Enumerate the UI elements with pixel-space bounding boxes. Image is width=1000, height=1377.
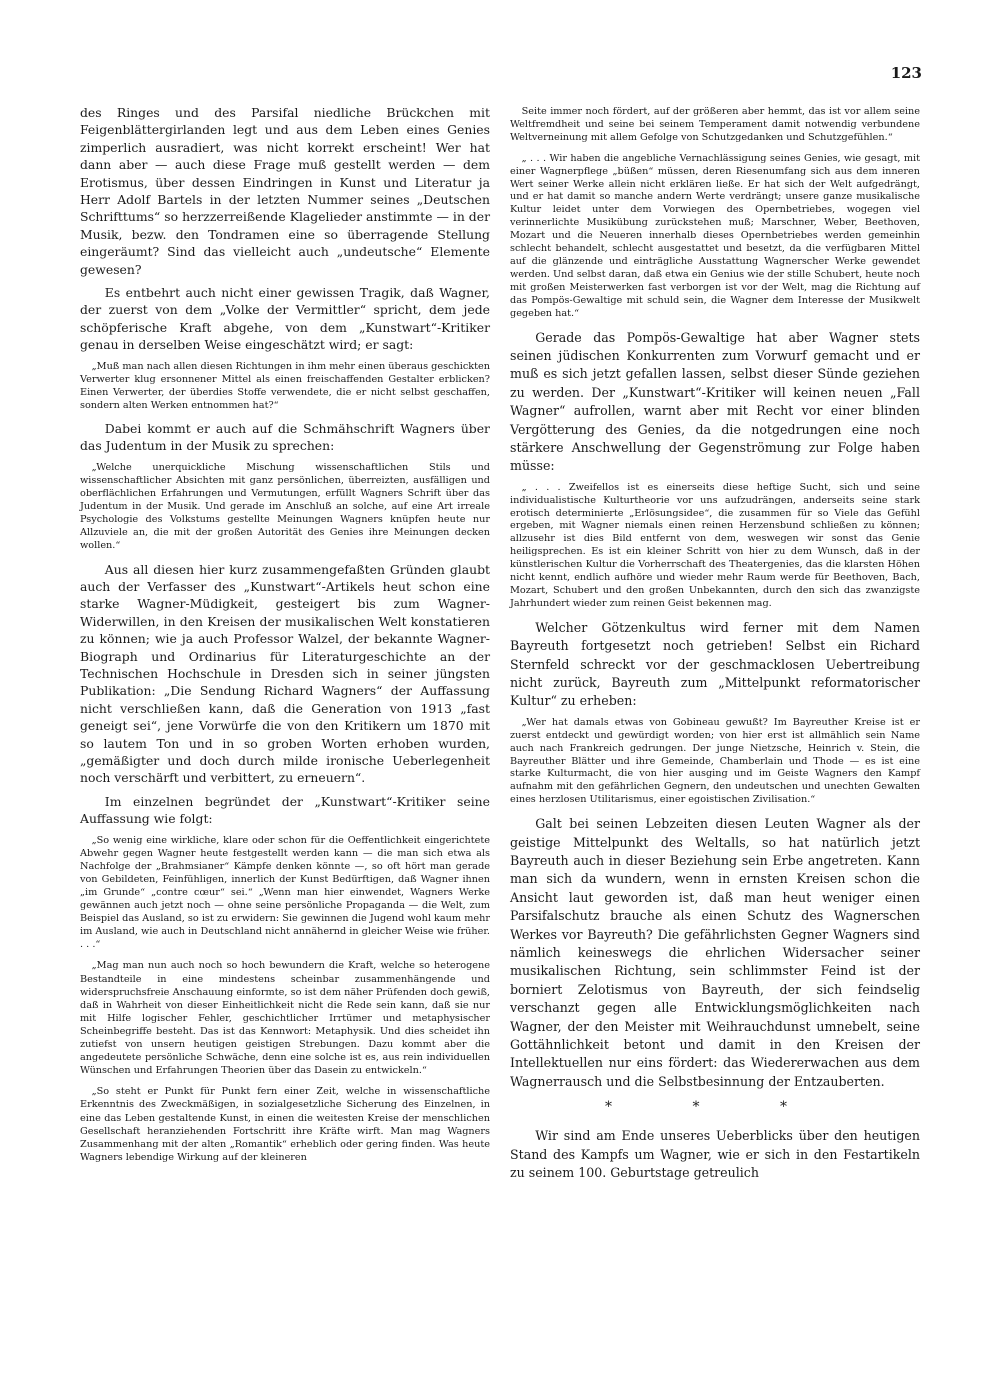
page-number: 123 [890,64,922,82]
block-quote: „ . . . Zweifellos ist es einerseits diese heftige Sucht, sich und seine individualistische Kulturtheorie vor uns aufzudrängen, anderseits seine stark erotisch determinierte „Erlösungsidee“, die zusammen für so Viele das Gefühl ergeben, mit Wagner niemals einen reinen Herzensbund schließen zu können; allzusehr ist dies Bild entfernt von dem, weswegen wir sonst das Genie heiligsprechen. Es ist ein kleiner Schritt von hier zu dem Wunsch, daß in der künstlerischen Kultur die Vorherrschaft des Theatergenies, das die klarsten Höhen nicht kennt, endlich aufhöre und wieder mehr Raum werde für Beethoven, Bach, Mozart, Schubert und den großen Unbekannten, durch den sich das zwanzigste Jahrhundert wieder zum reinen Geist bekennen mag. [510,481,920,609]
block-quote: „So wenig eine wirkliche, klare oder schon für die Oeffentlichkeit eingerichtete Abwehr gegen Wagner heute festgestellt werden kann — die man sich etwa als Nachfolge der „Brahmsianer“ Kämpfe denken könnte —, so oft hört man gerade von Gebildeten, Feinfühligen, innerlich der Kunst Bedürftigen, daß Wagner ihnen „im Grunde“ „contre cœur“ sei.“ „Wenn man hier einwendet, Wagners Werke gewännen auch jetzt noch — ohne seine persönliche Propaganda — die Welt, zum Beispiel das Ausland, so ist zu erwidern: Sie gewinnen die Jugend wohl kaum mehr im Ausland, wie auch in Deutschland nicht annähernd in gleicher Weise wie früher. . . .“ [80,834,490,951]
body-paragraph: Aus all diesen hier kurz zusammengefaßten Gründen glaubt auch der Verfasser des „Kunstwart“-Artikels heut schon eine starke Wagner-Müdigkeit, gesteigert bis zum Wagner-Widerwillen, in den Kreisen der musikalischen Welt konstatieren zu können; wie ja auch Professor Walzel, der bekannte Wagner-Biograph und Ordinarius für Literaturgeschichte an der Technischen Hochschule in Dresden sich in seiner jüngsten Publikation: „Die Sendung Richard Wagners“ der Auffassung nicht verschließen kann, daß die Generation von 1913 „fast geneigt sei“, jene Vorwürfe die von den Kritikern um 1870 mit so lautem Ton und in so groben Worten erhoben wurden, „gemäßigter und doch durch milde ironische Ueberlegenheit noch verschärft und verbittert, zu erneuern“. [80,561,490,786]
block-quote: „Welche unerquickliche Mischung wissenschaftlichen Stils und wissenschaftlicher Absichten mit ganz persönlichen, überreizten, ausfälligen und oberflächlichen Erfahrungen und Vermutungen, erfüllt Wagners Schrift über das Judentum in der Musik. Und gerade im Anschluß an solche, auf eine Art irreale Psychologie des Volkstums gestellte Meinungen Wagners knüpfen heute nur Allzuviele an, die mit der großen Autorität des Genies ihre Meinungen decken wollen.“ [80,461,490,552]
block-quote: „ . . . Wir haben die angebliche Vernachlässigung seines Genies, wie gesagt, mit einer Wagnerpflege „büßen“ müssen, deren Riesenumfang sich aus dem inneren Wert seiner Werke allein nicht erklären ließe. Er hat sich der Welt aufgedrängt, und er hat damit so manche andern Werte verdrängt; unsere ganze musikalische Kultur leidet unter dem Vorwiegen des Opernbetriebes, wogegen viel verinnerlichte Musikübung zurückstehen muß; Marschner, Weber, Beethoven, Mozart und die Neueren innerhalb dieses Opernbetriebes werden gemeinhin schlecht behandelt, schlecht ausgestattet und besetzt, da die verfügbaren Mittel auf die glänzende und einträgliche Ausstattung Wagnerscher Werke gewendet werden. Und selbst daran, daß etwa ein Genius wie der stille Schubert, heute noch mit großen Meisterwerken fast verborgen ist vor der Welt, mag die Richtung auf das Pompös-Gewaltige mit schuld sein, die Wagner dem Interesse der Musikwelt gegeben hat.“ [510,152,920,319]
block-quote: Seite immer noch fördert, auf der größeren aber hemmt, das ist vor allem seine Weltfremdheit und seine bei seinem Temperament damit notwendig verbundene Weltverneinung mit allem Gefolge von Schutzgedanken und Schutzgefühlen.“ [510,106,920,143]
body-paragraph: Im einzelnen begründet der „Kunstwart“-Kritiker seine Auffassung wie folgt: [80,793,490,827]
body-paragraph: Gerade das Pompös-Gewaltige hat aber Wagner stets seinen jüdischen Konkurrenten zum Vorwurf gemacht und er muß es sich jetzt gefallen lassen, selbst dieser Sünde geziehen zu werden. Der „Kunstwart“-Kritiker will keinen neuen „Fall Wagner“ aufrollen, warnt aber mit Recht vor einer blinden Vergötterung des Genies, da die notgedrungen eine noch stärkere Anschwellung der Gegenströmung zur Folge haben müsse: [510,329,920,474]
block-quote: „Mag man nun auch noch so hoch bewundern die Kraft, welche so heterogene Bestandteile in eine mindestens scheinbar zusammenhängende und widerspruchsfreie Anschauung einformte, so ist dem näher Prüfenden doch gewiß, daß in Wahrheit von dieser Einheitlichkeit nicht die Rede sein kann, daß sie nur mit Hilfe logischer Fehler, geschichtlicher Irrtümer und metaphysischer Scheinbegriffe besteht. Das ist das Kennwort: Metaphysik. Und dies scheidet ihn zutiefst von unsern heutigen geistigen Strebungen. Dazu kommt aber die angedeutete persönliche Schwäche, denn eine solche ist es, aus rein individuellen Wünschen und Erfahrungen Theorien über das Dasein zu entwickeln.“ [80,960,490,1077]
block-quote: „Wer hat damals etwas von Gobineau gewußt? Im Bayreuther Kreise ist er zuerst entdeckt und gewürdigt worden; von hier erst ist allmählich sein Name auch nach Frankreich gedrungen. Der junge Nietzsche, Heinrich v. Stein, die Bayreuther Blätter und ihre Gemeinde, Chamberlain und Thode — es ist eine starke Kulturmacht, die von hier ausging und im Geiste Wagners den Kampf aufnahm mit den gefährlichen Gegnern, den undeutschen und unechten Gewalten eines herzlosen Utilitarismus, einer egoistischen Zivilisation.“ [510,716,920,806]
left-column [80,104,490,1172]
body-paragraph: des Ringes und des Parsifal niedliche Brückchen mit Feigenblättergirlanden legt und aus dem Leben eines Genies zimperlich ausradiert, was nicht korrekt erscheint! Wer hat dann aber — auch diese Frage muß gestellt werden — dem Erotismus, über dessen Eindringen in Kunst und Literatur ja Herr Adolf Bartels in der letzten Nummer seines „Deutschen Schrifttums“ so herzzerreißende Klagelieder anstimmte — in der Musik, bezw. den Tondramen eine so überragende Stellung eingeräumt? Sind das vielleicht auch „undeutsche“ Elemente gewesen? [80,105,490,277]
section-divider: * * * [605,1099,825,1116]
body-paragraph: Galt bei seinen Lebzeiten diesen Leuten Wagner als der geistige Mittelpunkt des Weltalls, so hat natürlich jetzt Bayreuth auch in dieser Beziehung sein Erbe angetreten. Kann man sich da wundern, wenn in ernsten Kreisen schon die Ansicht laut geworden ist, daß man heut weniger einen Parsifalschutz brauche als einen Schutz des Wagnerschen Werkes vor Bayreuth? Die gefährlichsten Gegner Wagners sind nämlich keineswegs die ehrlichen Widersacher seiner musikalischen Richtung, sein schlimmster Feind ist der borniert Zelotismus von Bayreuth, der sich feindselig verschanzt gegen alle Entwicklungsmöglichkeiten nach Wagner, der den Meister mit Weihrauchdunst umnebelt, seine Gottähnlichkeit betont und damit in den Kreisen der Intellektuellen nur eins fördert: das Wiedererwachen aus dem Wagnerrausch und die Selbstbesinnung der Entzauberten. [510,816,920,1089]
block-quote: „So steht er Punkt für Punkt fern einer Zeit, welche in wissenschaftliche Erkenntnis des Zweckmäßigen, in sozialgesetzliche Sicherung des Einzelnen, in eine das Leben gestaltende Kunst, in einen die weitesten Kreise der menschlichen Gesellschaft heranziehenden Fortschritt ihre Kräfte wirft. Man mag Wagners Zusammenhang mit der alten „Romantik“ erheblich oder gering finden. Was heute Wagners lebendige Wirkung auf der kleineren [80,1086,490,1163]
body-paragraph: Dabei kommt er auch auf die Schmähschrift Wagners über das Judentum in der Musik zu sprechen: [80,421,490,454]
block-quote: „Muß man nach allen diesen Richtungen in ihm mehr einen überaus geschickten Verwerter klug ersonnener Mittel als einen freischaffenden Gestalter erblicken? Einen Verwerter, der überdies Stoffe verwendete, die er nicht selbst geschaffen, sondern alten Werken entnommen hat?“ [80,360,490,411]
right-column [510,106,920,1189]
body-paragraph: Welcher Götzenkultus wird ferner mit dem Namen Bayreuth fortgesetzt noch getrieben! Selbst ein Richard Sternfeld schreckt vor der geschmacklosen Uebertreibung nicht zurück, Bayreuth zum „Mittelpunkt reformatorischer Kultur“ zu erheben: [510,619,920,709]
body-paragraph: Wir sind am Ende unseres Ueberblicks über den heutigen Stand des Kampfs um Wagner, wie er sich in den Festartikeln zu seinem 100. Geburtstage getreulich [510,1128,920,1181]
body-paragraph: Es entbehrt auch nicht einer gewissen Tragik, daß Wagner, der zuerst von dem „Volke der Vermittler“ spricht, dem jede schöpferische Kraft abgehe, von dem „Kunstwart“-Kritiker genau in derselben Weise eingeschätzt wird; er sagt: [80,285,490,353]
